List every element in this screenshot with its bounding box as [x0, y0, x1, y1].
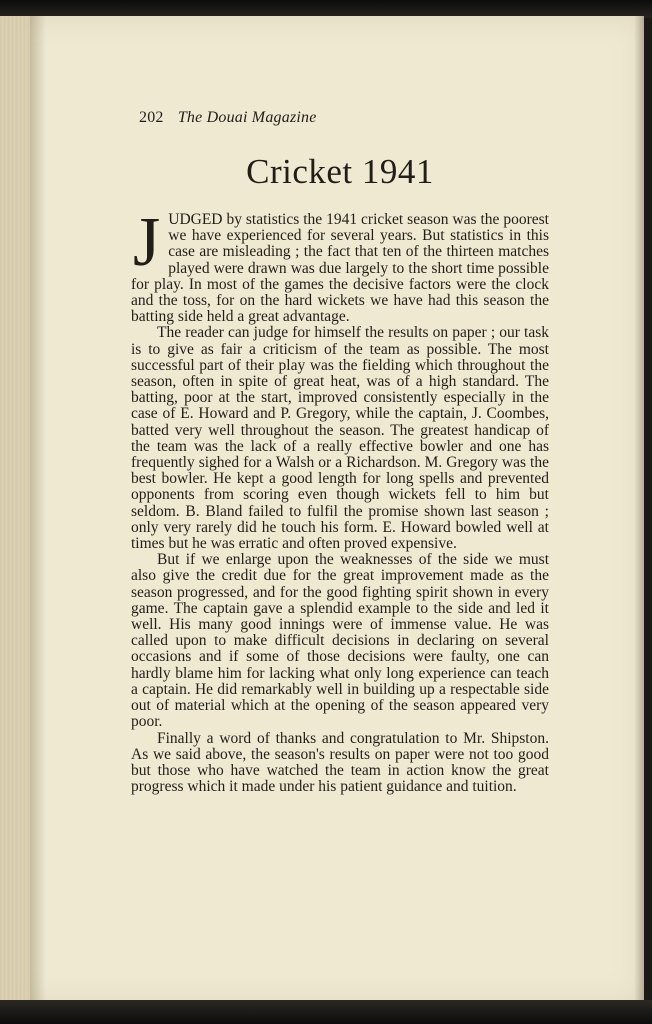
scan-bottom-border — [0, 1000, 652, 1024]
paragraph-3: But if we enlarge upon the weaknesses of the side we must also give the credit due for the great improvement made as the season progressed, and for the good fighting spirit shown in every game. The captain gave a splendid example to the side and led it well. His many good innings were of immense value. He was called upon to make difficult decisions in declaring on several occasions and if some of those decisions were faulty, one can hardly blame him for lacking what only long experience can teach a captain. He did remarkably well in building up a respectable side out of material which at the opening of the season appeared very poor. — [131, 551, 549, 731]
drop-cap: J — [133, 204, 161, 281]
running-head — [139, 109, 317, 127]
article-body — [131, 204, 549, 796]
page-number: 202 — [139, 109, 164, 126]
paragraph-2: The reader can judge for himself the results on paper ; our task is to give as fair a criticism of the team as possible. The most successful part of their play was the fielding which throughout the season, often in spite of great heat, was of a high standard. The batting, poor at the start, improved consistently especially in the case of E. Howard and P. Gregory, while the captain, J. Coombes, batted very well throughout the season. The greatest handicap of the team was the lack of a really effective bowler and one has frequently sighed for a Walsh or a Richardson. M. Gregory was the best bowler. He kept a good length for long spells and prevented opponents from scoring even though wickets fell to him but seldom. B. Bland failed to fulfil the promise shown last season ; only very rarely did he touch his form. E. Howard bowled well at times but he was erratic and often proved expensive. — [131, 324, 549, 553]
paragraph-1 — [131, 204, 549, 326]
article-title: Cricket 1941 — [246, 152, 434, 191]
paragraph-4: Finally a word of thanks and congratulation to Mr. Shipston. As we said above, the season's results on paper were not too good but those who have watched the team in action know the great progress which it made under his patient guidance and tuition. — [131, 729, 549, 796]
paragraph-1-text: UDGED by statistics the 1941 cricket season was the poorest we have experienced for several years. But statistics in this case are misleading ; the fact that ten of the thirteen matches played were drawn was due largely to the short time possible for play. In most of the games the decisive factors were the clock and the toss, for on the hard wickets we have had this season the batting side held a great advantage. — [131, 211, 549, 326]
magazine-title: The Douai Magazine — [177, 109, 317, 126]
